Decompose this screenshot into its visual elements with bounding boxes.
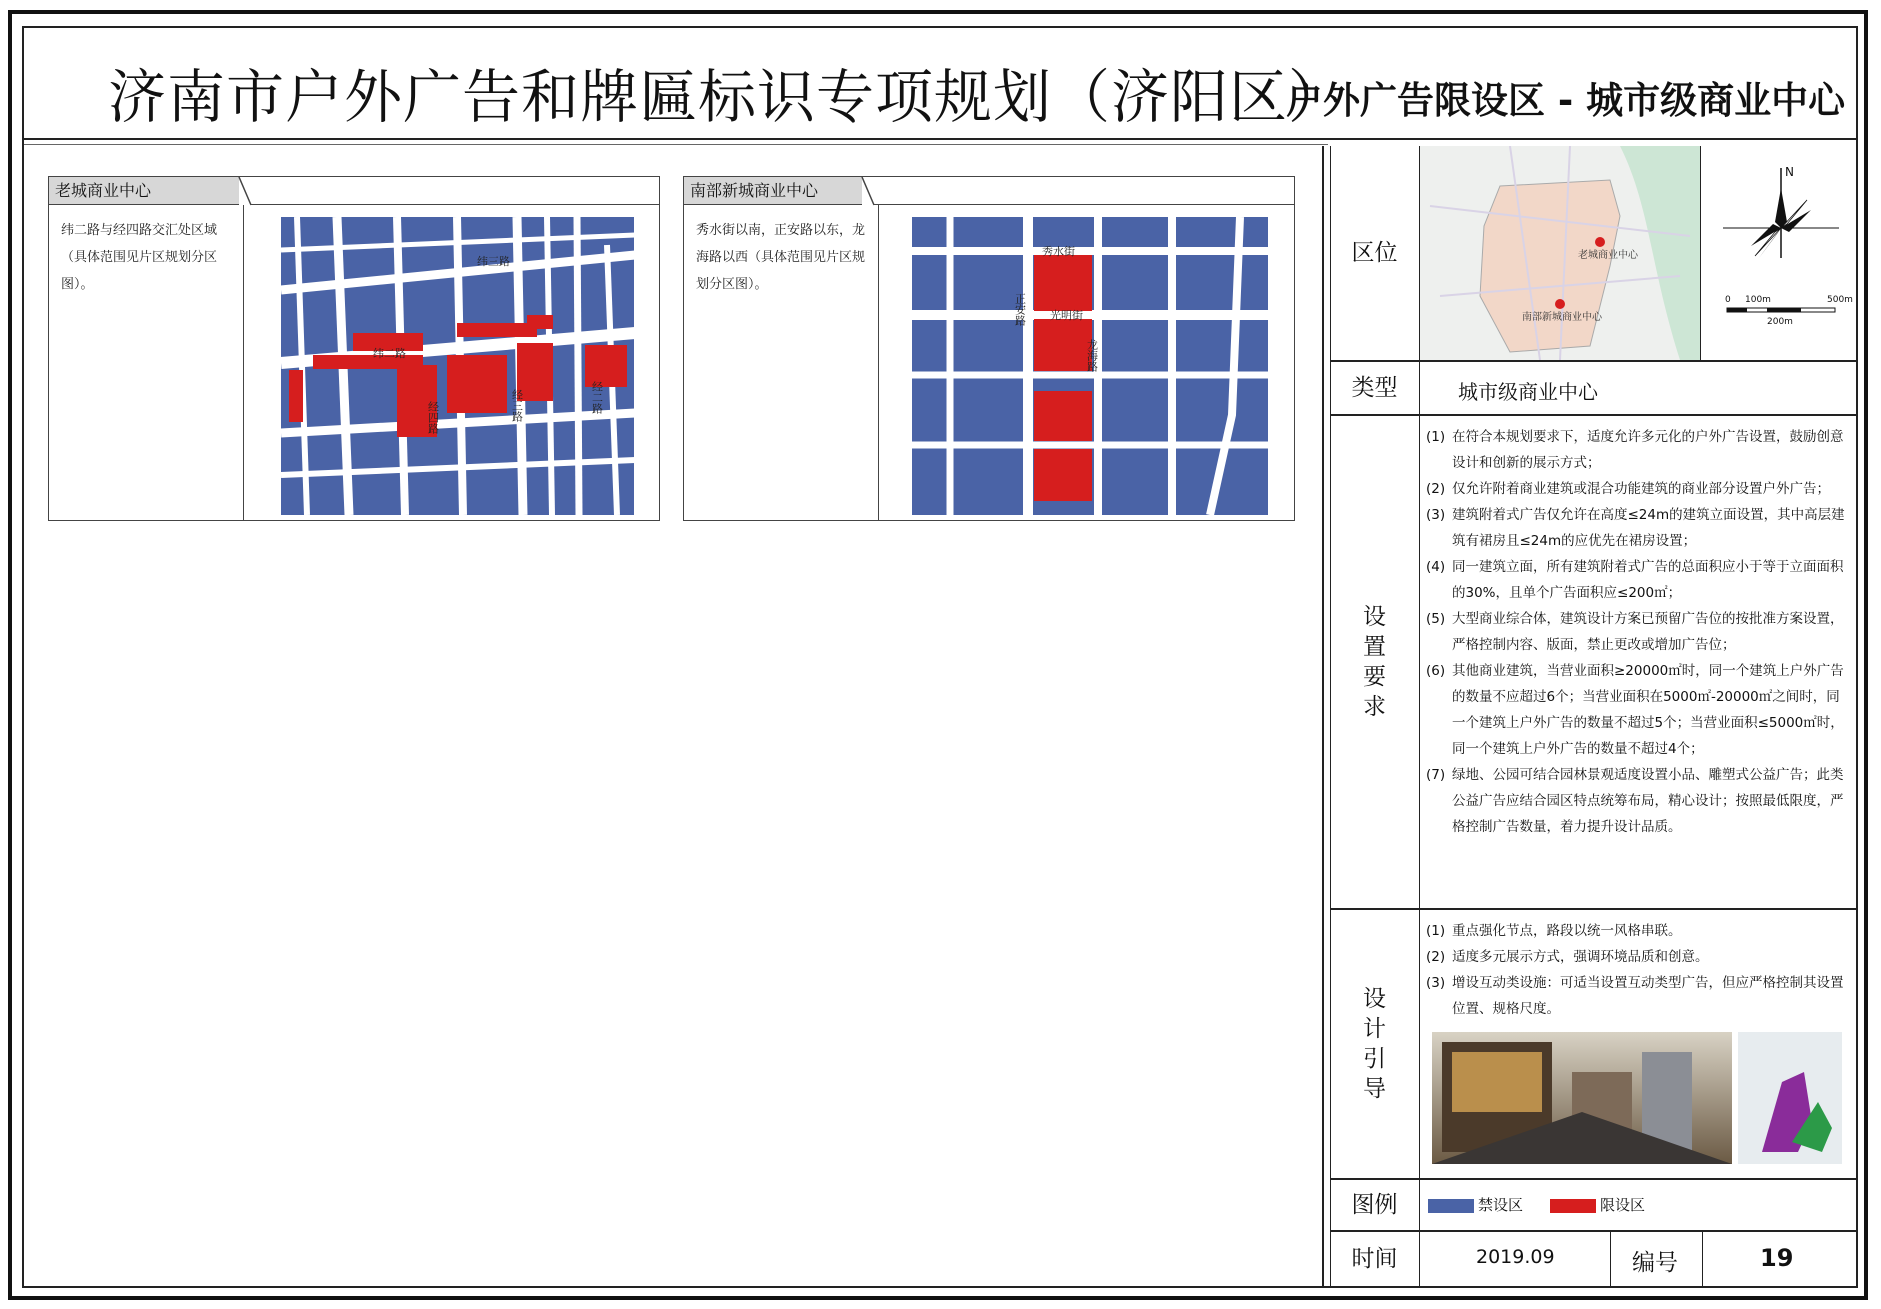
south-city-panel-tab: 南部新城商业中心 bbox=[684, 177, 862, 205]
panel-divider bbox=[243, 205, 244, 520]
zone-block bbox=[457, 323, 537, 337]
old-city-description: 纬二路与经四路交汇处区域（具体范围见片区规划分区图）。 bbox=[61, 223, 218, 292]
column-divider bbox=[1322, 146, 1324, 1286]
road-label: 秀水街 bbox=[1042, 245, 1075, 258]
south-city-marker bbox=[1555, 299, 1565, 309]
svg-text:100m: 100m bbox=[1745, 295, 1771, 305]
location-row bbox=[1330, 146, 1856, 362]
old-city-map bbox=[277, 215, 637, 517]
legend-item-limited: 限设区 bbox=[1550, 1194, 1645, 1215]
panel-tab-line bbox=[251, 204, 659, 205]
location-map-label: 老城商业中心 bbox=[1578, 250, 1638, 261]
north-label: N bbox=[1785, 165, 1794, 179]
svg-text:0: 0 bbox=[1725, 295, 1731, 305]
panel-tab-slant bbox=[237, 177, 257, 207]
list-item-text: 在符合本规划要求下，适度允许多元化的户外广告设置，鼓励创意设计和创新的展示方式； bbox=[1452, 429, 1844, 471]
list-item-text: 适度多元展示方式，强调环境品质和创意。 bbox=[1452, 949, 1709, 965]
type-label: 类型 bbox=[1330, 362, 1420, 414]
list-item bbox=[1426, 424, 1846, 476]
list-item-number: (7) bbox=[1426, 767, 1446, 783]
guide-list bbox=[1426, 918, 1846, 1022]
road-label: 经四路 bbox=[426, 401, 440, 434]
number-value: 19 bbox=[1760, 1244, 1794, 1272]
old-city-marker bbox=[1595, 237, 1605, 247]
legend-swatch bbox=[1550, 1199, 1596, 1213]
list-item-text: 大型商业综合体，建筑设计方案已预留广告位的按批准方案设置，严格控制内容、版面，禁止更改或增加广告位； bbox=[1452, 611, 1844, 653]
list-item-number: (2) bbox=[1426, 481, 1446, 497]
zone-block bbox=[1034, 391, 1092, 441]
header-divider bbox=[24, 144, 1328, 145]
location-label: 区位 bbox=[1330, 146, 1420, 360]
svg-text:500m: 500m bbox=[1827, 295, 1853, 305]
list-item bbox=[1426, 606, 1846, 658]
road-label: 经三路 bbox=[510, 389, 524, 422]
list-item-number: (3) bbox=[1426, 975, 1446, 991]
old-city-panel bbox=[48, 176, 660, 521]
svg-text:200m: 200m bbox=[1767, 317, 1793, 327]
zone-block bbox=[527, 315, 553, 329]
road-label: 纬二路 bbox=[373, 347, 406, 360]
south-city-map bbox=[910, 215, 1270, 517]
list-item-number: (4) bbox=[1426, 559, 1446, 575]
road-label: 光明街 bbox=[1050, 309, 1083, 322]
zone-block bbox=[289, 370, 303, 422]
south-city-panel bbox=[683, 176, 1295, 521]
panel-tab-line bbox=[874, 204, 1294, 205]
panel-divider bbox=[878, 205, 879, 520]
zone-block bbox=[1034, 449, 1092, 501]
compass-scale bbox=[1701, 146, 1857, 360]
info-table bbox=[1330, 146, 1856, 1286]
zone-block bbox=[1034, 319, 1092, 371]
road-label: 经二路 bbox=[590, 381, 604, 414]
list-item-number: (1) bbox=[1426, 923, 1446, 939]
guide-photo bbox=[1432, 1032, 1842, 1164]
list-item bbox=[1426, 970, 1846, 1022]
list-item bbox=[1426, 476, 1846, 502]
list-item bbox=[1426, 554, 1846, 606]
list-item-text: 仅允许附着商业建筑或混合功能建筑的商业部分设置户外广告； bbox=[1452, 481, 1830, 497]
zone-block bbox=[1034, 255, 1092, 311]
page-title: 济南市户外广告和牌匾标识专项规划（济阳区） bbox=[108, 63, 1348, 131]
legend-label: 图例 bbox=[1330, 1180, 1420, 1230]
location-map-label: 南部新城商业中心 bbox=[1522, 312, 1602, 323]
list-item-text: 其他商业建筑，当营业面积≥20000㎡时，同一个建筑上户外广告的数量不应超过6个；当营业面积在5000㎡-20000㎡之间时，同一个建筑上户外广告的数量不超过5个；当营业面积≤5000㎡时，同一个建筑上户外广告的数量不超过4个； bbox=[1452, 663, 1844, 757]
north-arrow-icon bbox=[1723, 165, 1839, 258]
list-item bbox=[1426, 944, 1846, 970]
list-item-text: 增设互动类设施：可适当设置互动类型广告，但应严格控制其设置位置、规格尺度。 bbox=[1452, 975, 1844, 1017]
list-item-text: 同一建筑立面，所有建筑附着式广告的总面积应小于等于立面面积的30%，且单个广告面积应≤200㎡； bbox=[1452, 559, 1844, 601]
list-item bbox=[1426, 918, 1846, 944]
list-item-number: (6) bbox=[1426, 663, 1446, 679]
panel-tab-slant bbox=[860, 177, 880, 207]
page-header bbox=[24, 28, 1856, 140]
list-item-number: (2) bbox=[1426, 949, 1446, 965]
time-label: 时间 bbox=[1330, 1232, 1420, 1286]
road bbox=[577, 217, 579, 515]
footer-row bbox=[1330, 1232, 1856, 1286]
number-label: 编号 bbox=[1632, 1250, 1678, 1276]
south-city-description: 秀水街以南，正安路以东，龙海路以西（具体范围见片区规划分区图）。 bbox=[696, 223, 866, 292]
list-item-text: 绿地、公园可结合园林景观适度设置小品、雕塑式公益广告；此类公益广告应结合园区特点统筹布局，精心设计；按照最低限度，严格控制广告数量，着力提升设计品质。 bbox=[1452, 767, 1844, 835]
road-label: 纬三路 bbox=[477, 255, 510, 268]
list-item-number: (5) bbox=[1426, 611, 1446, 627]
requirements-label: 设置要求 bbox=[1330, 416, 1420, 908]
type-row bbox=[1330, 362, 1856, 416]
list-item-text: 重点强化节点，路段以统一风格串联。 bbox=[1452, 923, 1682, 939]
guide-row bbox=[1330, 910, 1856, 1180]
old-city-panel-tab: 老城商业中心 bbox=[49, 177, 239, 205]
legend-item-prohibited: 禁设区 bbox=[1428, 1194, 1523, 1215]
list-item-number: (3) bbox=[1426, 507, 1446, 523]
page-subtitle: 户外广告限设区 - 城市级商业中心 bbox=[1286, 79, 1846, 122]
list-item bbox=[1426, 762, 1846, 840]
legend-row bbox=[1330, 1180, 1856, 1232]
type-value: 城市级商业中心 bbox=[1458, 380, 1598, 404]
list-item-text: 建筑附着式广告仅允许在高度≤24m的建筑立面设置，其中高层建筑有裙房且≤24m的应优先在裙房设置； bbox=[1452, 507, 1845, 549]
requirements-row bbox=[1330, 416, 1856, 910]
time-value: 2019.09 bbox=[1476, 1246, 1555, 1268]
list-item bbox=[1426, 658, 1846, 762]
requirements-list bbox=[1426, 424, 1846, 840]
guide-label: 设计引导 bbox=[1330, 910, 1420, 1178]
location-map bbox=[1420, 146, 1700, 360]
zone-block bbox=[447, 355, 507, 413]
list-item bbox=[1426, 502, 1846, 554]
road-label: 正安路 bbox=[1013, 293, 1027, 326]
legend-swatch bbox=[1428, 1199, 1474, 1213]
road-label: 龙海路 bbox=[1085, 339, 1099, 372]
list-item-number: (1) bbox=[1426, 429, 1446, 445]
scale-bar bbox=[1725, 295, 1853, 327]
